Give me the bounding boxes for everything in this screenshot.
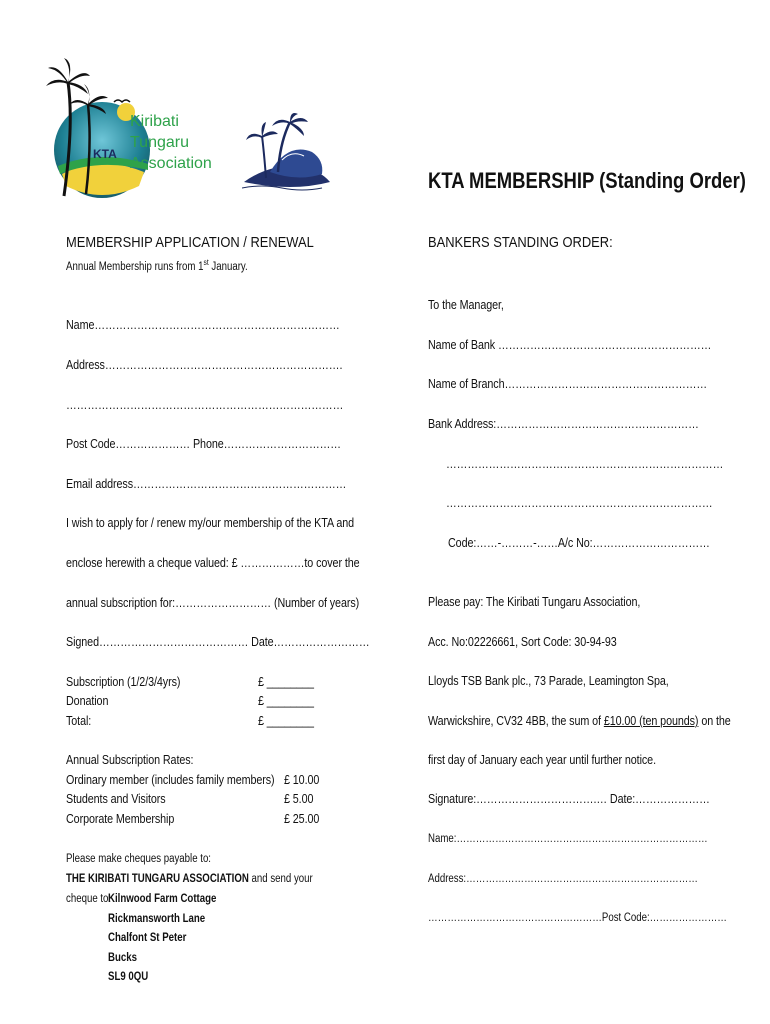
fee-label-total: Total: [66, 714, 92, 728]
island-illustration [242, 112, 332, 194]
sum-pre: Warwickshire, CV32 4BB, the sum of [428, 714, 604, 728]
address-line-5: SL9 0QU [108, 971, 149, 983]
payable-line-2 [66, 873, 313, 885]
please-pay: Please pay: The Kiribati Tungaru Association, [428, 595, 641, 609]
sum-amount: £10.00 (ten pounds) [603, 714, 699, 728]
payable-bold: THE KIRIBATI TUNGARU ASSOCIATION [66, 873, 249, 885]
rate-value-ordinary: £ 10.00 [284, 773, 320, 787]
bank-address-field[interactable]: Bank Address:………………………………………………… [428, 417, 699, 431]
logo-line-1: Kiribati [130, 113, 179, 130]
address-field-2[interactable]: …………………………………………………………………… [66, 398, 344, 412]
payable-rest: and send your [248, 873, 313, 885]
email-field[interactable]: Email address…………………………………………………… [66, 477, 347, 491]
left-heading: MEMBERSHIP APPLICATION / RENEWAL [66, 234, 314, 251]
account-number: Acc. No:02226661, Sort Code: 30-94-93 [428, 635, 617, 649]
logo-line-2: Tungaru [130, 134, 189, 151]
first-day: first day of January each year until further notice. [428, 753, 656, 767]
right-heading: BANKERS STANDING ORDER: [428, 234, 613, 251]
apply-line-1: I wish to apply for / renew my/our membership of the KTA and [66, 516, 355, 530]
bank-details: Lloyds TSB Bank plc., 73 Parade, Leamington Spa, [428, 674, 669, 688]
page-title: KTA MEMBERSHIP (Standing Order) [428, 168, 746, 193]
rate-label-corporate: Corporate Membership [66, 812, 175, 826]
rate-value-students: £ 5.00 [284, 792, 314, 806]
signature-date-field[interactable]: Signature:…………………………….… Date:………………… [428, 792, 710, 806]
signed-date-field[interactable]: Signed…………………………………… Date……………………… [66, 635, 370, 649]
runs-sup: st [203, 258, 209, 267]
cheque-to-label: cheque to: [66, 893, 112, 905]
bank-name-field[interactable]: Name of Bank …………………………………………………… [428, 338, 712, 352]
sum-post: on the [698, 714, 731, 728]
address-line-3: Chalfont St Peter [108, 932, 187, 944]
fee-value-subscription[interactable]: £ ________ [258, 675, 314, 689]
right-address-field[interactable]: Address:……………………………………………………………… [428, 873, 698, 885]
membership-runs [66, 258, 248, 273]
name-field[interactable]: Name…………………………………………………………… [66, 318, 340, 332]
logo-badge: KTA [93, 147, 117, 161]
runs-post: January. [208, 260, 248, 273]
sum-line [428, 714, 731, 728]
runs-pre: Annual Membership runs from 1 [66, 260, 204, 273]
fee-label-donation: Donation [66, 694, 109, 708]
logo-line-3: Association [130, 155, 212, 172]
address-line-1: Kilnwood Farm Cottage [108, 893, 217, 905]
rate-label-ordinary: Ordinary member (includes family members) [66, 773, 275, 787]
apply-line-3[interactable]: annual subscription for:……………………… (Number of years) [66, 596, 360, 610]
fee-value-total[interactable]: £ ________ [258, 714, 314, 728]
branch-field[interactable]: Name of Branch………………………………………………… [428, 377, 708, 391]
rates-heading: Annual Subscription Rates: [66, 753, 194, 767]
apply-line-2[interactable]: enclose herewith a cheque valued: £ ………………to cover the [66, 556, 360, 570]
address-line-4: Bucks [108, 952, 138, 964]
rate-value-corporate: £ 25.00 [284, 812, 320, 826]
bank-address-field-3[interactable]: ………………………………………………………………… [446, 496, 713, 510]
postcode-phone-field[interactable]: Post Code………………… Phone…………………………… [66, 437, 341, 451]
payable-line-1: Please make cheques payable to: [66, 853, 212, 865]
rate-label-students: Students and Visitors [66, 792, 166, 806]
address-line-2: Rickmansworth Lane [108, 913, 206, 925]
address-field[interactable]: Address…………………………………………………………. [66, 358, 343, 372]
to-manager: To the Manager, [428, 298, 504, 312]
bank-address-field-2[interactable]: …………………………………………………………………… [446, 457, 724, 471]
fee-value-donation[interactable]: £ ________ [258, 694, 314, 708]
right-postcode-field[interactable]: ………………………………………………Post Code:…………………… [428, 912, 727, 924]
fee-label-subscription: Subscription (1/2/3/4yrs) [66, 675, 181, 689]
code-account-field[interactable]: Code:……-………-……A/c No:…………………………… [448, 536, 710, 550]
kta-logo [44, 54, 212, 206]
right-name-field[interactable]: Name:…………………………………………………………………… [428, 833, 708, 845]
